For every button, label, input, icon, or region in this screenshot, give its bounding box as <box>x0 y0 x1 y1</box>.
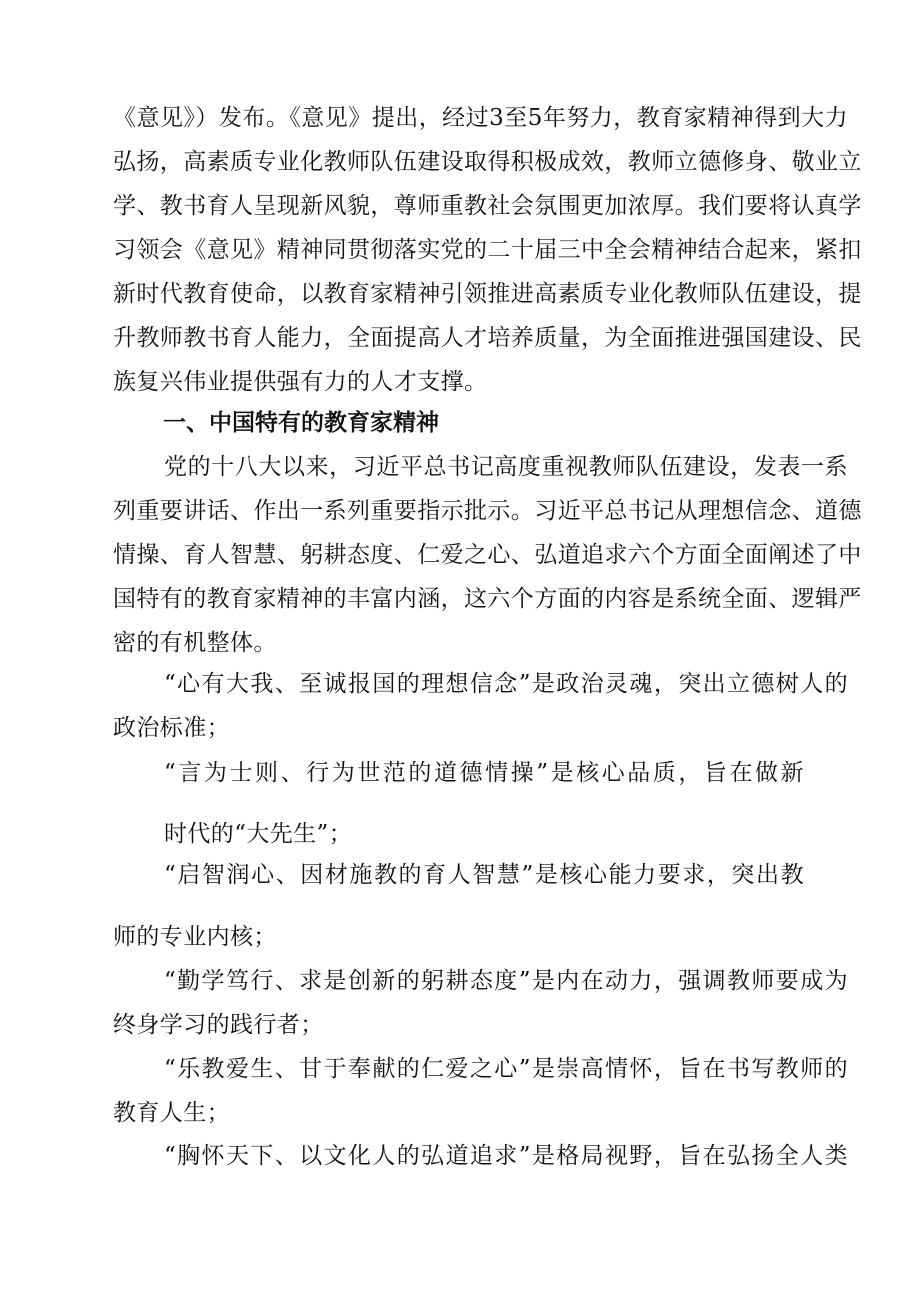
item-5-line-1: “乐教爱生、甘于奉献的仁爱之心”是崇高情怀，旨在书写教师的 <box>164 1056 848 1082</box>
section-para-line-2: 列重要讲话、作出一系列重要指示批示。习近平总书记从理想信念、道德 <box>113 498 862 524</box>
intro-line-7: 族复兴伟业提供强有力的人才支撑。 <box>113 369 488 395</box>
item-5-line-2: 教育人生； <box>113 1100 230 1126</box>
item-4-line-2: 终身学习的践行者； <box>113 1012 324 1038</box>
item-3-line-2: 师的专业内核； <box>113 924 277 950</box>
item-4-line-1: “勤学笃行、求是创新的躬耕态度”是内在动力，强调教师要成为 <box>164 968 848 994</box>
section-para-line-3: 情操、育人智慧、躬耕态度、仁爱之心、弘道追求六个方面全面阐述了中 <box>113 542 862 568</box>
section-para-line-1: 党的十八大以来，习近平总书记高度重视教师队伍建设，发表一系 <box>164 454 848 480</box>
intro-line-2: 弘扬，高素质专业化教师队伍建设取得积极成效，教师立德修身、敬业立 <box>113 149 862 175</box>
section-heading: 一、中国特有的教育家精神 <box>163 410 439 436</box>
intro-line-6: 升教师教书育人能力，全面提高人才培养质量，为全面推进强国建设、民 <box>113 325 862 351</box>
item-6-line-1: “胸怀天下、以文化人的弘道追求”是格局视野，旨在弘扬全人类 <box>164 1143 848 1169</box>
item-2-line-1: “言为士则、行为世范的道德情操”是核心品质，旨在做新 <box>164 760 804 786</box>
item-3-line-1: “启智润心、因材施教的育人智慧”是核心能力要求，突出教 <box>164 862 804 888</box>
intro-line-4: 习领会《意见》精神同贯彻落实党的二十届三中全会精神结合起来，紧扣 <box>113 237 862 263</box>
item-1-line-2: 政治标准； <box>113 715 230 741</box>
item-1-line-1: “心有大我、至诚报国的理想信念”是政治灵魂，突出立德树人的 <box>164 671 848 697</box>
section-para-line-5: 密的有机整体。 <box>113 630 277 656</box>
intro-line-1: 《意见》）发布。《意见》提出，经过3至5年努力，教育家精神得到大力 <box>113 105 848 131</box>
intro-line-3: 学、教书育人呈现新风貌，尊师重教社会氛围更加浓厚。我们要将认真学 <box>113 193 862 219</box>
item-2-line-2: 时代的“大先生”； <box>164 821 353 847</box>
intro-line-5: 新时代教育使命，以教育家精神引领推进高素质专业化教师队伍建设，提 <box>113 281 862 307</box>
section-para-line-4: 国特有的教育家精神的丰富内涵，这六个方面的内容是系统全面、逻辑严 <box>113 586 862 612</box>
